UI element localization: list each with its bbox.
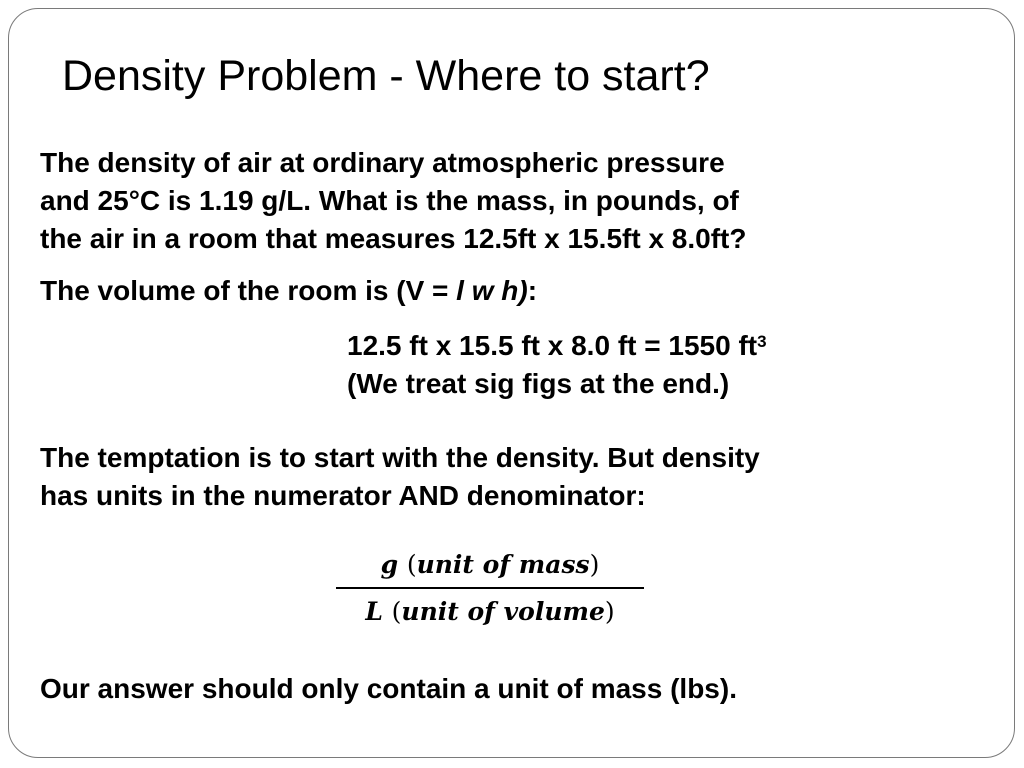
conclusion: Our answer should only contain a unit of mass (lbs).	[40, 673, 737, 704]
denominator-text: unit of volume	[401, 597, 605, 626]
sig-figs-note: (We treat sig figs at the end.)	[347, 368, 730, 399]
temptation-line-2: has units in the numerator AND denominator:	[40, 480, 646, 511]
fraction-denominator: L (unit of volume)	[365, 597, 615, 626]
calc-line	[347, 327, 767, 365]
volume-colon: :	[527, 275, 538, 306]
temptation-line-1: The temptation is to start with the density. But density	[40, 442, 760, 473]
numerator-text: unit of mass	[416, 550, 590, 579]
problem-line-3: the air in a room that measures 12.5ft x 15.5ft x 8.0ft?	[40, 223, 747, 254]
denominator-symbol: L	[365, 597, 383, 626]
problem-line-1: The density of air at ordinary atmospheric pressure	[40, 147, 725, 178]
problem-line-2: and 25°C is 1.19 g/L. What is the mass, in pounds, of	[40, 185, 739, 216]
volume-intro	[40, 272, 537, 310]
calc-text: 12.5 ft x 15.5 ft x 8.0 ft = 1550 ft	[347, 330, 758, 361]
temptation-paragraph	[40, 439, 760, 515]
problem-statement	[40, 144, 746, 258]
fraction-bar	[336, 587, 644, 589]
volume-calculation	[347, 327, 767, 403]
numerator-symbol: g	[380, 550, 399, 579]
volume-intro-text: The volume of the room is (V =	[40, 275, 457, 306]
density-units-fraction	[336, 548, 644, 629]
slide-title: Density Problem - Where to start?	[62, 52, 710, 100]
calc-exponent: 3	[757, 332, 767, 351]
fraction-numerator: g (unit of mass)	[380, 550, 600, 579]
volume-formula: l w h)	[456, 275, 528, 306]
